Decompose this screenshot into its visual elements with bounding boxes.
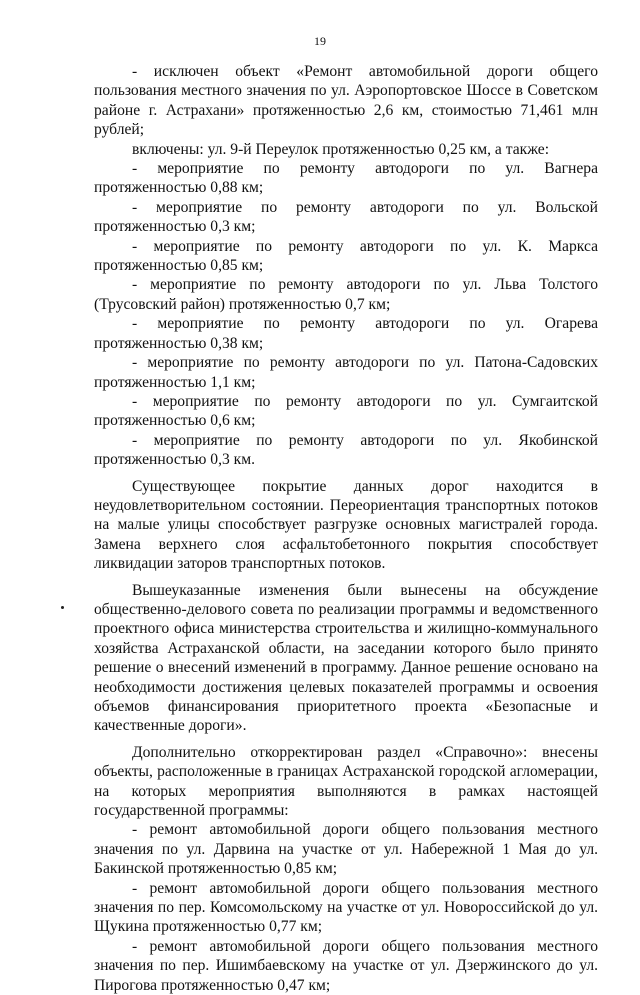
document-body — [94, 62, 598, 995]
list-item-sumgaitskaya: - мероприятие по ремонту автодороги по ул. Сумгаитской протяженностью 0,6 км; — [94, 392, 598, 430]
list-item-k-marksa: - мероприятие по ремонту автодороги по ул. К. Маркса протяженностью 0,85 км; — [94, 237, 598, 275]
list-item-yakobinskaya: - мероприятие по ремонту автодороги по ул. Якобинской протяженностью 0,3 км. — [94, 431, 598, 469]
paragraph-reference-section: Дополнительно откорректирован раздел «Справочно»: внесены объекты, расположенные в границах Астраханской городской агломерации, на которых мероприятия выполняются в рамках настоящей государственной программы: — [94, 743, 598, 820]
list-item-komsomolskiy: - ремонт автомобильной дороги общего пользования местного значения по пер. Комсомольскому на участке от ул. Новороссийской до ул. Щукина протяженностью 0,77 км; — [94, 879, 598, 936]
list-item-patona-sadovskih: - мероприятие по ремонту автодороги по ул. Патона-Садовских протяженностью 1,1 км; — [94, 354, 598, 391]
stray-ink-dot — [61, 606, 64, 609]
paragraph-included: включены: ул. 9-й Переулок протяженностью 0,25 км, а также: — [132, 140, 550, 158]
paragraph-excluded-object: - исключен объект «Ремонт автомобильной дороги общего пользования местного значения по ул. Аэропортовское Шоссе в Советском районе г. Астрахани» протяженностью 2,6 км, стоимостью 71,461 млн рублей; — [94, 63, 598, 139]
page-number: 19 — [314, 34, 326, 48]
paragraph-changes-discussed: Вышеуказанные изменения были вынесены на обсуждение общественно-делового совета по реализации программы и ведомственного проектного офиса министерства строительства и жилищно-коммунального хозяйства Астраханской области, на заседании которого было принято решение о внесений изменений в программу. Данное решение основано на необходимости достижения целевых показателей программы и освоения объемов финансирования приоритетного проекта «Безопасные и качественные дороги». — [94, 581, 598, 735]
list-item-ishimbaevskiy: - ремонт автомобильной дороги общего пользования местного значения по пер. Ишимбаевскому на участке от ул. Дзержинского до ул. Пирогова протяженностью 0,47 км; — [94, 937, 598, 994]
list-item-ogareva: - мероприятие по ремонту автодороги по ул. Огарева протяженностью 0,38 км; — [94, 315, 598, 352]
list-item-darvina: - ремонт автомобильной дороги общего пользования местного значения по ул. Дарвина на участке от ул. Набережной 1 Мая до ул. Бакинской протяженностью 0,85 км; — [94, 821, 598, 878]
list-item-vagnera: - мероприятие по ремонту автодороги по ул. Вагнера протяженностью 0,88 км; — [94, 160, 598, 197]
list-item-lva-tolstogo: - мероприятие по ремонту автодороги по ул. Льва Толстого (Трусовский район) протяженностью 0,7 км; — [94, 276, 598, 313]
paragraph-road-condition: Существующее покрытие данных дорог находится в неудовлетворительном состоянии. Переориентация транспортных потоков на малые улицы способствует разгрузке основных магистралей города. Замена верхнего слоя асфальтобетонного покрытия способствует ликвидации заторов транспортных потоков. — [94, 477, 598, 573]
list-item-volskaya: - мероприятие по ремонту автодороги по ул. Вольской протяженностью 0,3 км; — [94, 198, 598, 236]
